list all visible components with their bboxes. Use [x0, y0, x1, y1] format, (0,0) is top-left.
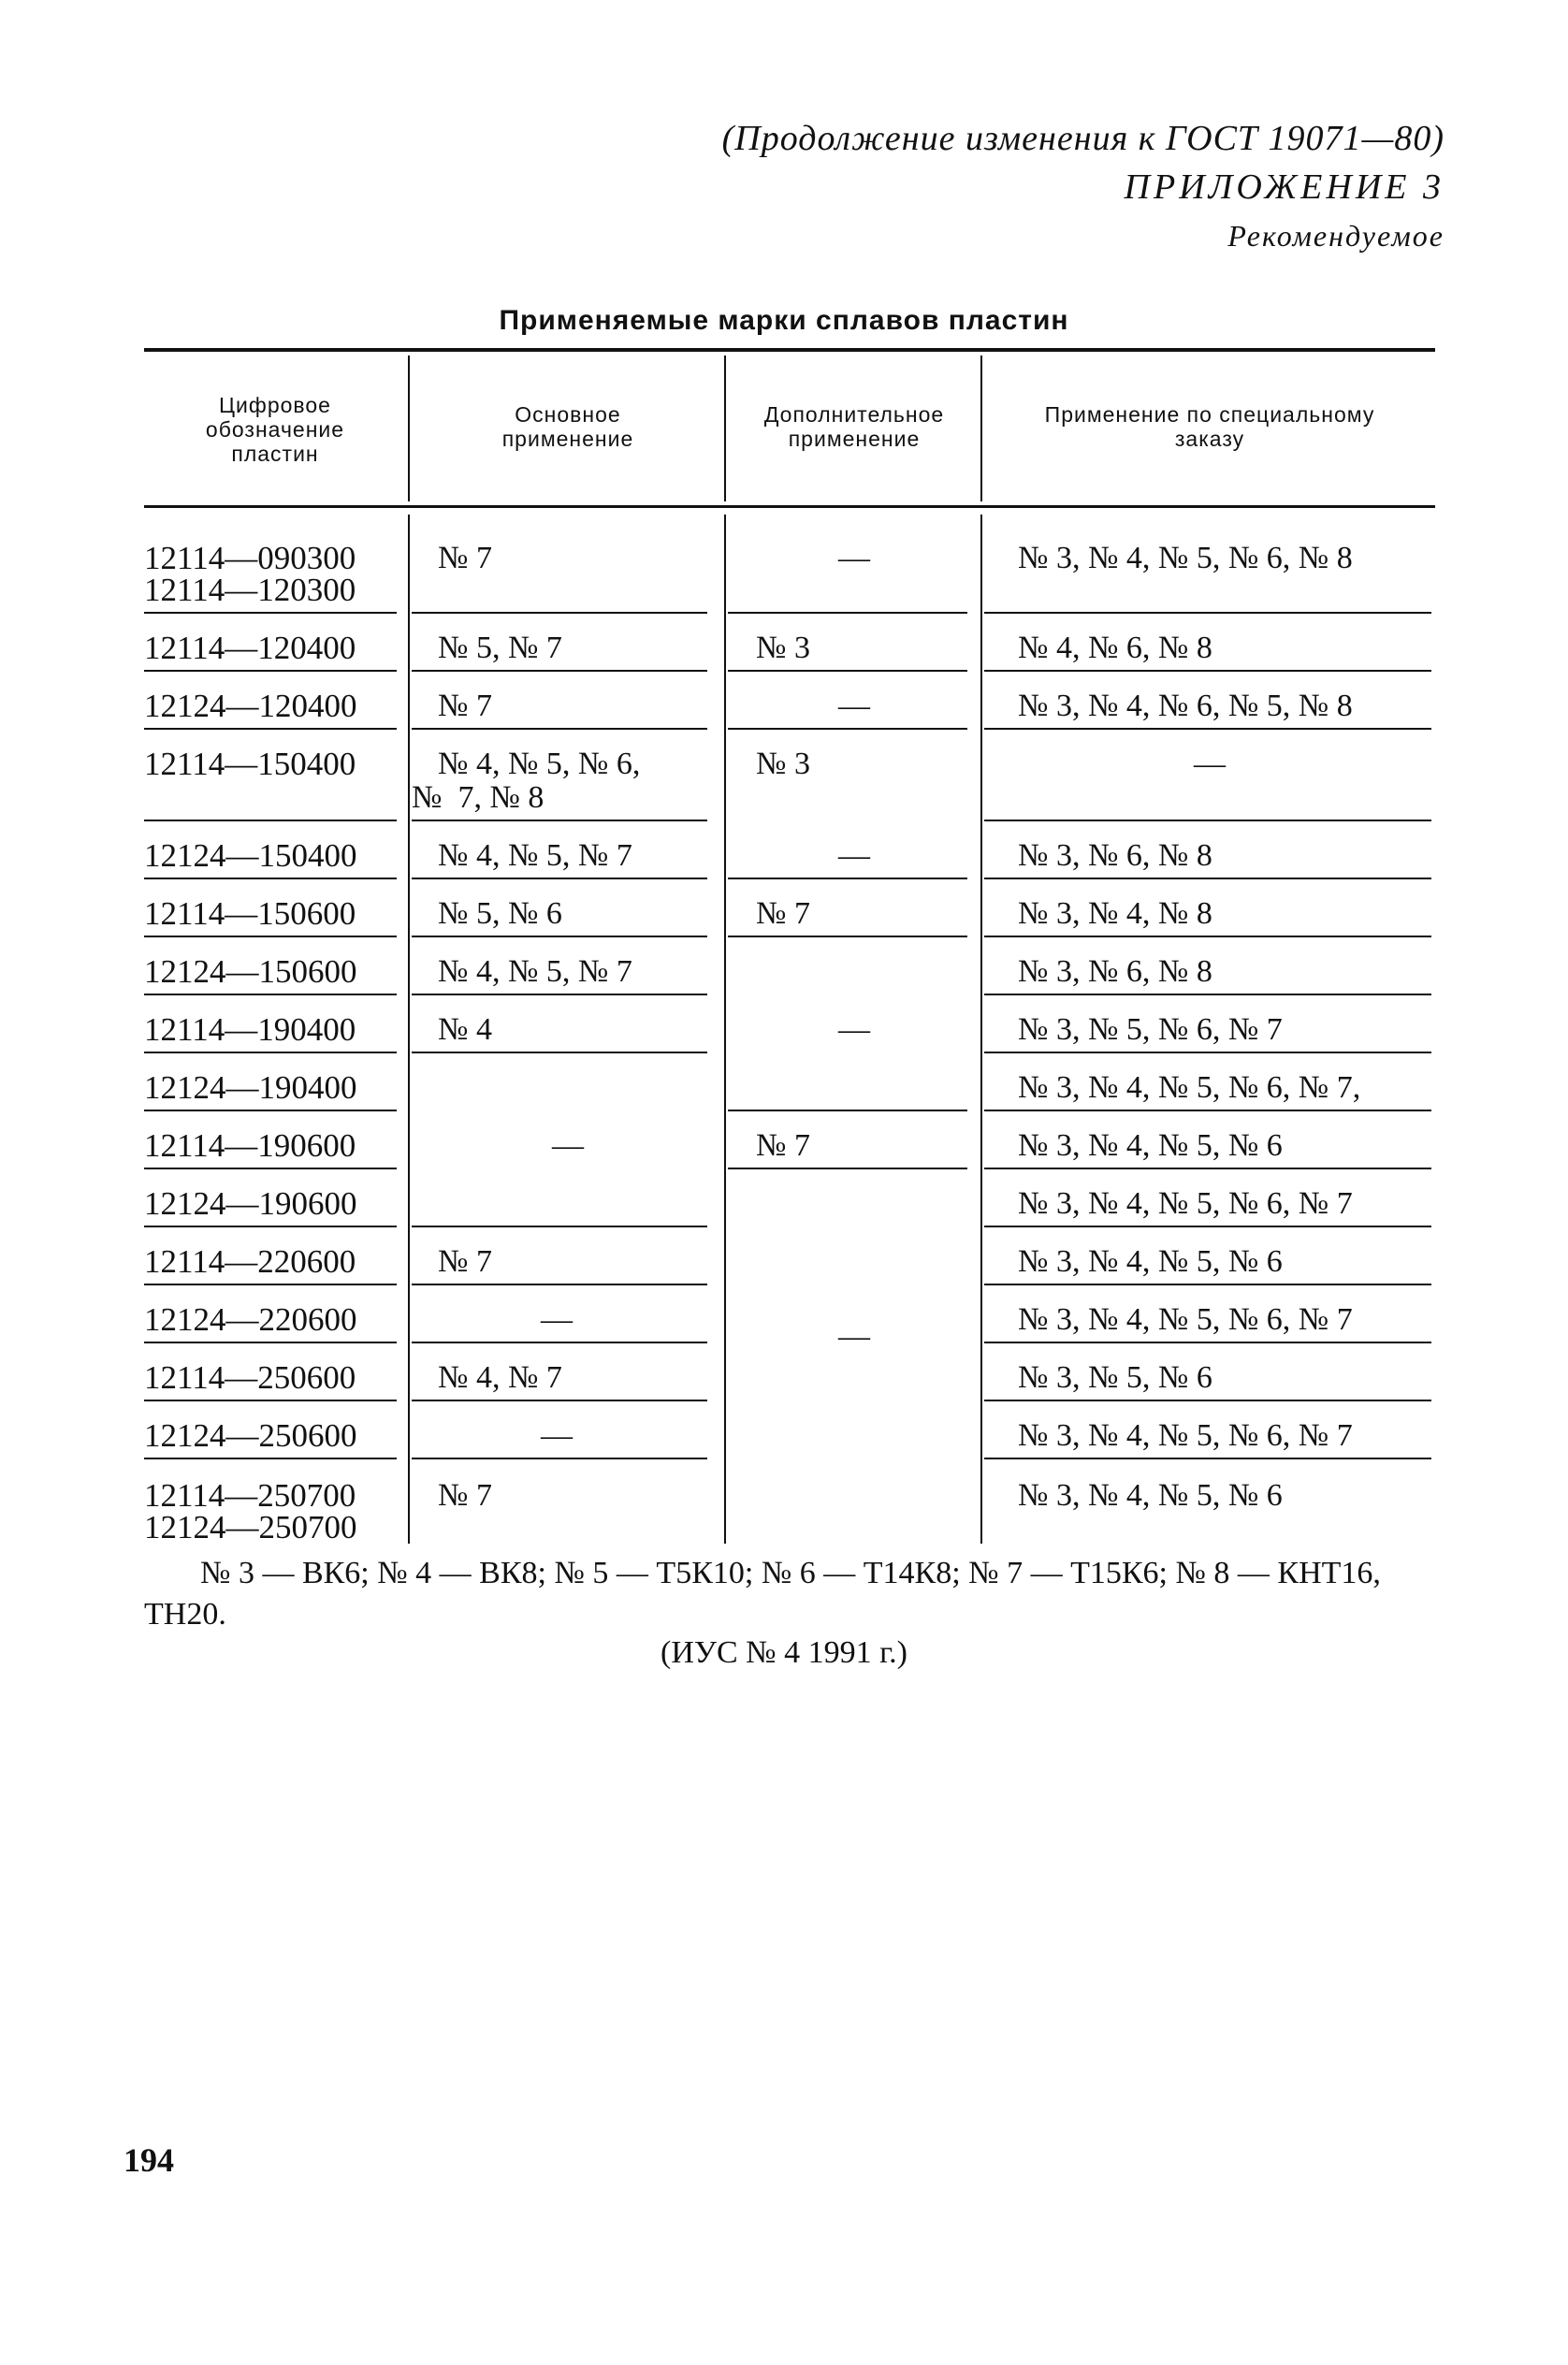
extra-underline — [728, 670, 967, 672]
main-underline — [412, 612, 707, 614]
special-r13: № 3, № 5, № 6 — [1018, 1360, 1212, 1395]
code-underline — [144, 936, 397, 937]
main-r2: № 7 — [438, 689, 492, 723]
code-underline — [144, 1226, 397, 1227]
special-underline — [984, 612, 1431, 614]
main-r0: № 7 — [438, 541, 492, 575]
main-underline — [412, 728, 707, 730]
special-underline — [984, 878, 1431, 879]
main-underline — [412, 1342, 707, 1343]
main-underline — [412, 994, 707, 995]
main-r4: № 4, № 5, № 7 — [438, 838, 632, 873]
special-underline — [984, 936, 1431, 937]
alloy-legend-footnote: № 3 — ВК6; № 4 — ВК8; № 5 — Т5К10; № 6 — Т14К8; № 7 — Т15К6; № 8 — КНТ16, ТН20. — [144, 1556, 1381, 1632]
extra-r2: — — [838, 689, 870, 723]
code-row-0: 12114—090300 12114—120300 — [144, 540, 356, 608]
code-row-15: 12114—250700 12124—250700 — [144, 1477, 357, 1545]
main-underline — [412, 936, 707, 937]
special-r12: № 3, № 4, № 5, № 6, № 7 — [1018, 1302, 1353, 1337]
code-underline — [144, 1284, 397, 1285]
main-underline — [412, 670, 707, 672]
code-row-1: 12114—120400 — [144, 630, 356, 666]
main-r11: № 7 — [438, 1244, 492, 1279]
extra-underline — [728, 728, 967, 730]
body-divider-3 — [980, 515, 982, 1544]
continuation-note: (Продолжение изменения к ГОСТ 19071—80) — [721, 119, 1445, 158]
source-reference: (ИУС № 4 1991 г.) — [661, 1635, 907, 1670]
special-underline — [984, 1110, 1431, 1111]
page-number: 194 — [123, 2141, 174, 2179]
extra-underline — [728, 878, 967, 879]
main-underline — [412, 1284, 707, 1285]
special-underline — [984, 1458, 1431, 1459]
main-underline — [412, 878, 707, 879]
col-header-extra: Дополнительное применение — [763, 402, 945, 451]
code-row-13: 12114—250600 — [144, 1359, 356, 1396]
main-underline — [412, 820, 707, 821]
extra-underline — [728, 1168, 967, 1169]
main-r14: — — [541, 1418, 573, 1453]
special-r6: № 3, № 6, № 8 — [1018, 954, 1212, 989]
special-r15: № 3, № 4, № 5, № 6 — [1018, 1478, 1283, 1513]
code-underline — [144, 670, 397, 672]
code-underline — [144, 728, 397, 730]
header-bottom-rule — [144, 505, 1435, 508]
col-header-special: Применение по специальному заказу — [1044, 402, 1375, 451]
body-divider-2 — [724, 515, 726, 1544]
col-header-main: Основное применение — [501, 402, 634, 451]
main-underline — [412, 1052, 707, 1053]
appendix-status: Рекомендуемое — [1227, 219, 1445, 253]
special-r3: — — [1194, 747, 1226, 781]
code-row-2: 12124—120400 — [144, 688, 357, 724]
special-r14: № 3, № 4, № 5, № 6, № 7 — [1018, 1418, 1353, 1453]
appendix-label: ПРИЛОЖЕНИЕ 3 — [1124, 167, 1445, 207]
table-top-rule — [144, 348, 1435, 352]
main-r5: № 5, № 6 — [438, 896, 562, 931]
extra-r1: № 3 — [756, 631, 810, 665]
special-r11: № 3, № 4, № 5, № 6 — [1018, 1244, 1283, 1279]
code-row-9: 12114—190600 — [144, 1127, 356, 1164]
main-underline — [412, 1400, 707, 1401]
special-underline — [984, 994, 1431, 995]
main-r1: № 5, № 7 — [438, 631, 562, 665]
code-underline — [144, 1458, 397, 1459]
main-underline — [412, 1458, 707, 1459]
header-divider-3 — [980, 355, 982, 501]
table-title: Применяемые марки сплавов пластин — [499, 305, 1069, 336]
main-r12: — — [541, 1302, 573, 1337]
special-r5: № 3, № 4, № 8 — [1018, 896, 1212, 931]
special-underline — [984, 1226, 1431, 1227]
special-underline — [984, 670, 1431, 672]
special-r8: № 3, № 4, № 5, № 6, № 7, — [1018, 1070, 1361, 1105]
extra-r9: № 7 — [756, 1128, 810, 1163]
code-underline — [144, 1168, 397, 1169]
main-r7: № 4 — [438, 1012, 492, 1047]
special-r7: № 3, № 5, № 6, № 7 — [1018, 1012, 1283, 1047]
special-underline — [984, 1342, 1431, 1343]
code-row-6: 12124—150600 — [144, 953, 357, 990]
extra-r10-15: — — [838, 1319, 870, 1354]
code-underline — [144, 1400, 397, 1401]
extra-underline — [728, 936, 967, 937]
code-row-3: 12114—150400 — [144, 746, 356, 782]
special-underline — [984, 728, 1431, 730]
special-r2: № 3, № 4, № 6, № 5, № 8 — [1018, 689, 1353, 723]
code-underline — [144, 1342, 397, 1343]
extra-underline — [728, 612, 967, 614]
extra-r3: № 3 — [756, 747, 810, 781]
code-underline — [144, 1052, 397, 1053]
extra-r0: — — [838, 541, 870, 575]
main-r3a: № 4, № 5, № 6, — [438, 747, 641, 781]
code-underline — [144, 878, 397, 879]
code-underline — [144, 612, 397, 614]
code-row-10: 12124—190600 — [144, 1185, 357, 1222]
code-row-5: 12114—150600 — [144, 895, 356, 932]
special-underline — [984, 1400, 1431, 1401]
special-r4: № 3, № 6, № 8 — [1018, 838, 1212, 873]
special-r9: № 3, № 4, № 5, № 6 — [1018, 1128, 1283, 1163]
col-header-code: Цифровое обозначение пластин — [205, 393, 345, 466]
code-underline — [144, 820, 397, 821]
code-row-7: 12114—190400 — [144, 1011, 356, 1048]
header-divider-1 — [408, 355, 410, 501]
header-divider-2 — [724, 355, 726, 501]
special-r1: № 4, № 6, № 8 — [1018, 631, 1212, 665]
main-r3b: № 7, № 8 — [412, 780, 544, 815]
extra-r6-8: — — [838, 1012, 870, 1047]
main-r8-10: — — [552, 1128, 584, 1163]
special-r0: № 3, № 4, № 5, № 6, № 8 — [1018, 541, 1353, 575]
main-r6: № 4, № 5, № 7 — [438, 954, 632, 989]
special-underline — [984, 1168, 1431, 1169]
special-r10: № 3, № 4, № 5, № 6, № 7 — [1018, 1186, 1353, 1221]
code-underline — [144, 994, 397, 995]
code-row-11: 12114—220600 — [144, 1243, 356, 1280]
special-underline — [984, 820, 1431, 821]
main-r15: № 7 — [438, 1478, 492, 1513]
special-underline — [984, 1284, 1431, 1285]
main-r13: № 4, № 7 — [438, 1360, 562, 1395]
extra-r5: № 7 — [756, 896, 810, 931]
code-row-14: 12124—250600 — [144, 1417, 357, 1454]
code-underline — [144, 1110, 397, 1111]
code-row-8: 12124—190400 — [144, 1069, 357, 1106]
code-row-12: 12124—220600 — [144, 1301, 357, 1338]
special-underline — [984, 1052, 1431, 1053]
main-underline — [412, 1226, 707, 1227]
extra-r4: — — [838, 838, 870, 873]
extra-underline — [728, 1110, 967, 1111]
code-row-4: 12124—150400 — [144, 837, 357, 874]
